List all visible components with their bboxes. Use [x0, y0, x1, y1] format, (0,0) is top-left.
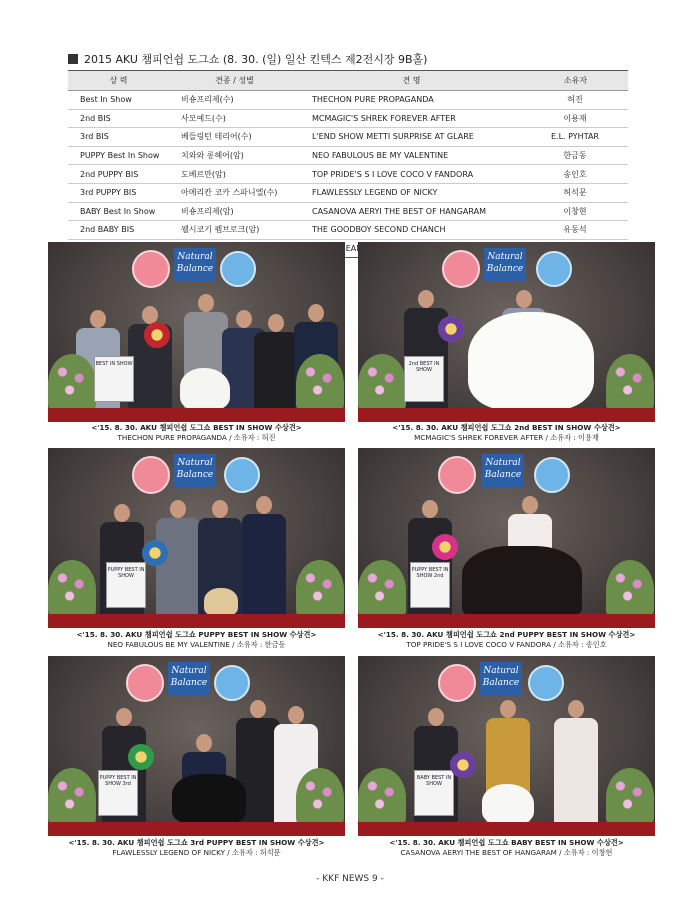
club-logo-icon — [132, 250, 170, 288]
cell-award: 2nd BIS — [68, 109, 169, 128]
flower-arrangement — [606, 560, 654, 620]
dog-doberman — [462, 546, 582, 616]
cell-breed: 사모예드(수) — [169, 109, 300, 128]
flower-arrangement — [296, 768, 344, 828]
club-logo-icon — [442, 250, 480, 288]
globe-logo-icon — [220, 251, 256, 287]
person — [554, 700, 598, 822]
photo-caption — [358, 630, 655, 650]
caption-title: <'15. 8. 30. AKU 챔피언쉽 도그쇼 BEST IN SHOW 수상견> — [91, 423, 302, 432]
globe-logo-icon — [528, 665, 564, 701]
cell-owner: 이창현 — [523, 202, 628, 221]
flower-arrangement — [48, 768, 96, 828]
cell-dog-name: TOP PRIDE'S S I LOVE COCO V FANDORA — [300, 165, 523, 184]
photo-2nd-best-in-show — [358, 242, 655, 422]
award-sign: BABY BEST IN SHOW — [414, 770, 454, 816]
award-sign: 2nd BEST IN SHOW — [404, 356, 444, 402]
cell-dog-name: MCMAGIC'S SHREK FOREVER AFTER — [300, 109, 523, 128]
person — [254, 314, 298, 408]
flower-arrangement — [48, 354, 96, 414]
dog-bichon — [482, 784, 534, 824]
cell-award: 2nd PUPPY BIS — [68, 165, 169, 184]
caption-subtitle: NEO FABULOUS BE MY VALENTINE / 소유자 : 한금동 — [107, 640, 286, 649]
table-row — [68, 183, 628, 202]
natural-balance-logo: Natural Balance — [484, 248, 526, 281]
table-row — [68, 91, 628, 110]
cell-dog-name: L'END SHOW METTI SURPRISE AT GLARE — [300, 128, 523, 147]
award-sign: PUPPY BEST IN SHOW — [106, 562, 146, 608]
cell-award: 3rd PUPPY BIS — [68, 183, 169, 202]
header-breed: 견종 / 성별 — [169, 71, 300, 91]
cell-owner: 유동석 — [523, 221, 628, 240]
photo-baby-best-in-show — [358, 656, 655, 836]
cell-dog-name: CASANOVA AERYI THE BEST OF HANGARAM — [300, 202, 523, 221]
red-carpet — [358, 614, 655, 628]
award-sign: BEST IN SHOW — [94, 356, 134, 402]
rosette-icon — [144, 322, 170, 348]
club-logo-icon — [438, 456, 476, 494]
cell-award: PUPPY Best In Show — [68, 146, 169, 165]
rosette-icon — [432, 534, 458, 560]
photo-best-in-show — [48, 242, 345, 422]
cell-owner: 허진 — [523, 91, 628, 110]
table-row — [68, 128, 628, 147]
table-row — [68, 221, 628, 240]
flower-arrangement — [358, 768, 406, 828]
flower-arrangement — [606, 768, 654, 828]
photo-caption — [358, 838, 655, 858]
natural-balance-logo: Natural Balance — [174, 454, 216, 487]
caption-subtitle: MCMAGIC'S SHREK FOREVER AFTER / 소유자 : 이용재 — [414, 433, 599, 442]
caption-title: <'15. 8. 30. AKU 챔피언쉽 도그쇼 3rd PUPPY BEST IN SHOW 수상견> — [68, 838, 325, 847]
globe-logo-icon — [536, 251, 572, 287]
header-dog-name: 견 명 — [300, 71, 523, 91]
table-header-row — [68, 71, 628, 91]
dog-cocker-spaniel — [172, 774, 246, 824]
caption-subtitle: THECHON PURE PROPAGANDA / 소유자 : 허진 — [117, 433, 276, 442]
flower-arrangement — [358, 354, 406, 414]
cell-breed: 아메리칸 코카 스파니엘(수) — [169, 183, 300, 202]
header-award: 상 력 — [68, 71, 169, 91]
cell-owner: 이용재 — [523, 109, 628, 128]
cell-breed: 베들링턴 테리어(수) — [169, 128, 300, 147]
photo-caption — [48, 838, 345, 858]
natural-balance-logo: Natural Balance — [174, 248, 216, 281]
club-logo-icon — [438, 664, 476, 702]
rosette-icon — [450, 752, 476, 778]
header-owner: 소유자 — [523, 71, 628, 91]
cell-breed: 비숑프리제(수) — [169, 91, 300, 110]
photo-caption — [358, 423, 655, 443]
globe-logo-icon — [214, 665, 250, 701]
rosette-icon — [438, 316, 464, 342]
photo-puppy-best-in-show — [48, 448, 345, 628]
natural-balance-logo: Natural Balance — [482, 454, 524, 487]
red-carpet — [48, 408, 345, 422]
cell-owner: 송인호 — [523, 165, 628, 184]
table-row — [68, 165, 628, 184]
person — [242, 496, 286, 614]
cell-dog-name: THE GOODBOY SECOND CHANCH — [300, 221, 523, 240]
club-logo-icon — [126, 664, 164, 702]
award-sign: PUPPY BEST IN SHOW 3rd — [98, 770, 138, 816]
caption-subtitle: CASANOVA AERYI THE BEST OF HANGARAM / 소유자 : 이창현 — [400, 848, 613, 857]
cell-breed: 웰시코기 펨브로크(암) — [169, 221, 300, 240]
section-heading — [68, 51, 427, 67]
red-carpet — [358, 822, 655, 836]
table-row — [68, 109, 628, 128]
flower-arrangement — [48, 560, 96, 620]
flower-arrangement — [358, 560, 406, 620]
rosette-icon — [128, 744, 154, 770]
caption-title: <'15. 8. 30. AKU 챔피언쉽 도그쇼 2nd PUPPY BEST IN SHOW 수상견> — [377, 630, 636, 639]
cell-award: 3rd BIS — [68, 128, 169, 147]
red-carpet — [48, 822, 345, 836]
caption-title: <'15. 8. 30. AKU 챔피언쉽 도그쇼 2nd BEST IN SHOW 수상견> — [392, 423, 621, 432]
caption-title: <'15. 8. 30. AKU 챔피언쉽 도그쇼 PUPPY BEST IN SHOW 수상견> — [76, 630, 317, 639]
flower-arrangement — [606, 354, 654, 414]
club-logo-icon — [132, 456, 170, 494]
person — [128, 306, 172, 408]
natural-balance-logo: Natural Balance — [168, 662, 210, 695]
photo-2nd-puppy-best-in-show — [358, 448, 655, 628]
cell-award: Best In Show — [68, 91, 169, 110]
bullet-square-icon — [68, 54, 78, 64]
dog-chihuahua — [204, 588, 238, 616]
globe-logo-icon — [534, 457, 570, 493]
table-row — [68, 202, 628, 221]
cell-dog-name: THECHON PURE PROPAGANDA — [300, 91, 523, 110]
photo-caption — [48, 423, 345, 443]
photo-3rd-puppy-best-in-show — [48, 656, 345, 836]
cell-award: BABY Best In Show — [68, 202, 169, 221]
cell-breed: 치와와 롱헤어(암) — [169, 146, 300, 165]
award-sign: PUPPY BEST IN SHOW 2nd — [410, 562, 450, 608]
flower-arrangement — [296, 354, 344, 414]
table-row — [68, 146, 628, 165]
globe-logo-icon — [224, 457, 260, 493]
flower-arrangement — [296, 560, 344, 620]
dog-bichon — [180, 368, 230, 410]
cell-breed: 비숑프리제(암) — [169, 202, 300, 221]
rosette-icon — [142, 540, 168, 566]
results-table — [68, 70, 628, 258]
caption-subtitle: FLAWLESSLY LEGEND OF NICKY / 소유자 : 허석문 — [112, 848, 281, 857]
cell-dog-name: FLAWLESSLY LEGEND OF NICKY — [300, 183, 523, 202]
cell-breed: 도베르만(암) — [169, 165, 300, 184]
photo-caption — [48, 630, 345, 650]
dog-samoyed — [468, 312, 594, 410]
cell-award: 2nd BABY BIS — [68, 221, 169, 240]
cell-dog-name: NEO FABULOUS BE MY VALENTINE — [300, 146, 523, 165]
caption-subtitle: TOP PRIDE'S S I LOVE COCO V FANDORA / 소유자 : 송인호 — [406, 640, 607, 649]
red-carpet — [358, 408, 655, 422]
cell-owner: 허석문 — [523, 183, 628, 202]
cell-owner: E.L. PYHTAR — [523, 128, 628, 147]
natural-balance-logo: Natural Balance — [480, 662, 522, 695]
caption-title: <'15. 8. 30. AKU 챔피언쉽 도그쇼 BABY BEST IN SHOW 수상견> — [389, 838, 624, 847]
page-footer: - KKF NEWS 9 - — [316, 874, 384, 884]
heading-text: 2015 AKU 챔피언쉽 도그쇼 (8. 30. (일) 일산 킨텍스 제2전시장 9B홀) — [84, 53, 428, 66]
red-carpet — [48, 614, 345, 628]
cell-owner: 한금동 — [523, 146, 628, 165]
